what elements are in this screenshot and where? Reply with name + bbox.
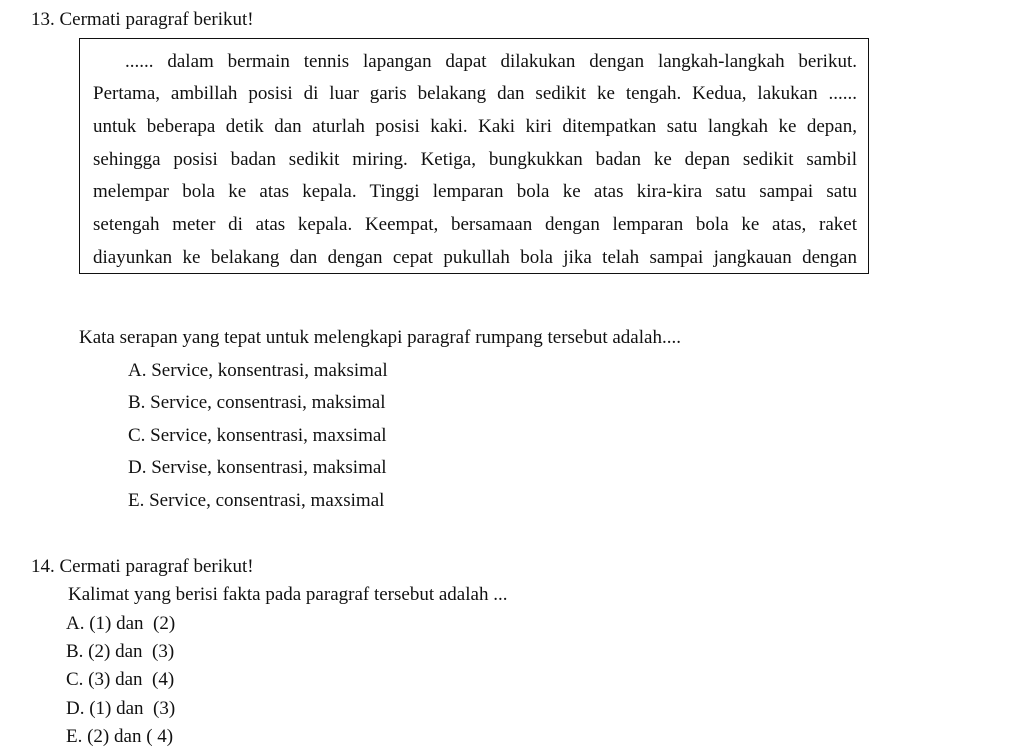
option-13-d: D. Servise, konsentrasi, maksimal <box>128 457 387 478</box>
option-14-e: E. (2) dan ( 4) <box>66 726 174 747</box>
paragraph-line: setengah meter di atas kepala. Keempat, bersamaan dengan lemparan bola ke atas, raket <box>93 214 857 235</box>
paragraph-line: ...... dalam bermain tennis lapangan dapat dilakukan dengan langkah-langkah berikut. <box>125 51 857 72</box>
option-13-e: E. Service, consentrasi, maxsimal <box>128 490 385 511</box>
question-14-prompt: Kalimat yang berisi fakta pada paragraf tersebut adalah ... <box>68 584 508 605</box>
paragraph-line: diayunkan ke belakang dan dengan cepat pukullah bola jika telah sampai jangkauan dengan <box>93 247 857 268</box>
question-13-heading: 13. Cermati paragraf berikut! <box>31 9 254 30</box>
paragraph-line: sehingga posisi badan sedikit miring. Ketiga, bungkukkan badan ke depan sedikit sambil <box>93 149 857 170</box>
paragraph-line: untuk beberapa detik dan aturlah posisi kaki. Kaki kiri ditempatkan satu langkah ke depan, <box>93 116 857 137</box>
option-14-b: B. (2) dan (3) <box>66 641 175 662</box>
question-14-heading: 14. Cermati paragraf berikut! <box>31 556 254 577</box>
option-14-a: A. (1) dan (2) <box>66 613 176 634</box>
option-13-c: C. Service, konsentrasi, maxsimal <box>128 425 387 446</box>
question-13-prompt: Kata serapan yang tepat untuk melengkapi paragraf rumpang tersebut adalah.... <box>79 327 681 348</box>
option-14-d: D. (1) dan (3) <box>66 698 176 719</box>
paragraph-box <box>79 38 869 274</box>
option-14-c: C. (3) dan (4) <box>66 669 175 690</box>
paragraph-line: melempar bola ke atas kepala. Tinggi lemparan bola ke atas kira-kira satu sampai satu <box>93 181 857 202</box>
paragraph-line: Pertama, ambillah posisi di luar garis belakang dan sedikit ke tengah. Kedua, lakukan ...... <box>93 83 857 104</box>
option-13-b: B. Service, consentrasi, maksimal <box>128 392 386 413</box>
option-13-a: A. Service, konsentrasi, maksimal <box>128 360 388 381</box>
